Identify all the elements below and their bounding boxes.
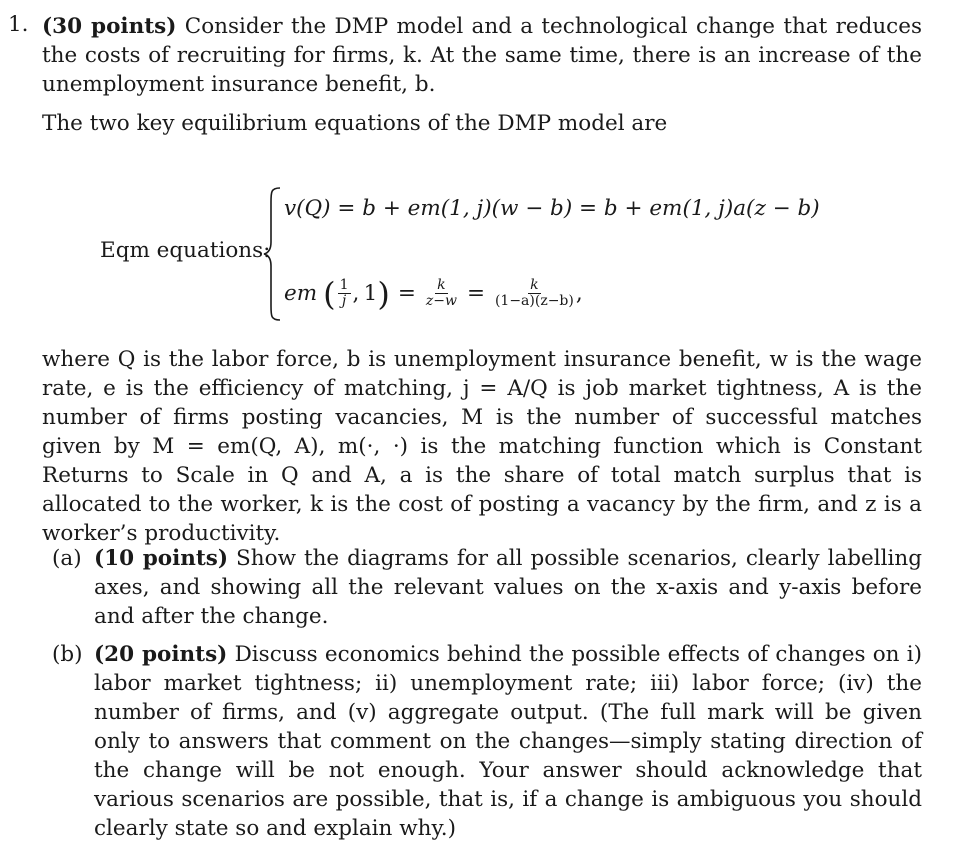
equation-1 [284, 196, 820, 221]
question-points: (30 points) [42, 14, 177, 39]
part-b [52, 640, 922, 843]
part-a [52, 544, 922, 631]
fraction-k-over-z-w: $\frac{k}{z-w}$ [425, 277, 457, 309]
open-paren: ( [323, 274, 336, 313]
question-number: 1. [8, 12, 29, 37]
equation-2-lhs: em [284, 281, 318, 306]
equation-1-text: v(Q) = b + em(1, j)(w − b) = b + em(1, j)a(z − b) [284, 196, 820, 221]
definitions-paragraph: where Q is the labor force, b is unemployment insurance benefit, w is the wage rate, e is the efficiency of matching, j = A/Q is job market tightness, A is the number of firms posting vacancies, M is the number of successful matches given by M = em(Q, A), m(·, ·) is the matching function which is Constant Returns to Scale in Q and A, a is the share of total match surplus that is allocated to the worker, k is the cost of posting a vacancy by the firm, and z is a worker’s productivity. [42, 347, 922, 546]
fraction-k-over-surplus: $\frac{k}{(1-a)(z-b)}$ [494, 277, 574, 309]
equals-sign-2: = [466, 281, 485, 306]
fraction-one-over-j: 1 j [339, 277, 349, 309]
part-a-points: (10 points) [94, 546, 229, 571]
intro-text: The two key equilibrium equations of the DMP model are [42, 111, 668, 136]
close-paren: ) [377, 274, 390, 313]
part-a-text: Show the diagrams for all possible scenarios, clearly labelling axes, and showing all the relevant values on the x-axis and y-axis before and after the change. [94, 546, 922, 629]
equations-label: Eqm equations: [100, 238, 271, 263]
part-b-text: Discuss economics behind the possible effects of changes on i) labor market tightness; ii) unemployment rate; iii) labor force; (iv) the number of firms, and (v) aggregate output. (The full mark will be given only to answers that comment on the changes—simply stating direction of the change will be not enough. Your answer should acknowledge that various scenarios are possible, that is, if a change is ambiguous you should clearly state so and explain why.) [94, 642, 922, 841]
part-b-points: (20 points) [94, 642, 228, 667]
comma-one: , 1 [352, 281, 378, 306]
part-b-label: (b) [52, 642, 83, 667]
question-text [42, 12, 922, 99]
part-a-label: (a) [52, 546, 82, 571]
equals-sign-1: = [397, 281, 416, 306]
left-brace [262, 186, 282, 322]
equation-2 [284, 274, 583, 313]
question-body: Consider the DMP model and a technological change that reduces the costs of recruiting for firms, k. At the same time, there is an increase of the unemployment insurance benefit, b. [42, 14, 922, 97]
trailing-comma: , [575, 281, 583, 306]
